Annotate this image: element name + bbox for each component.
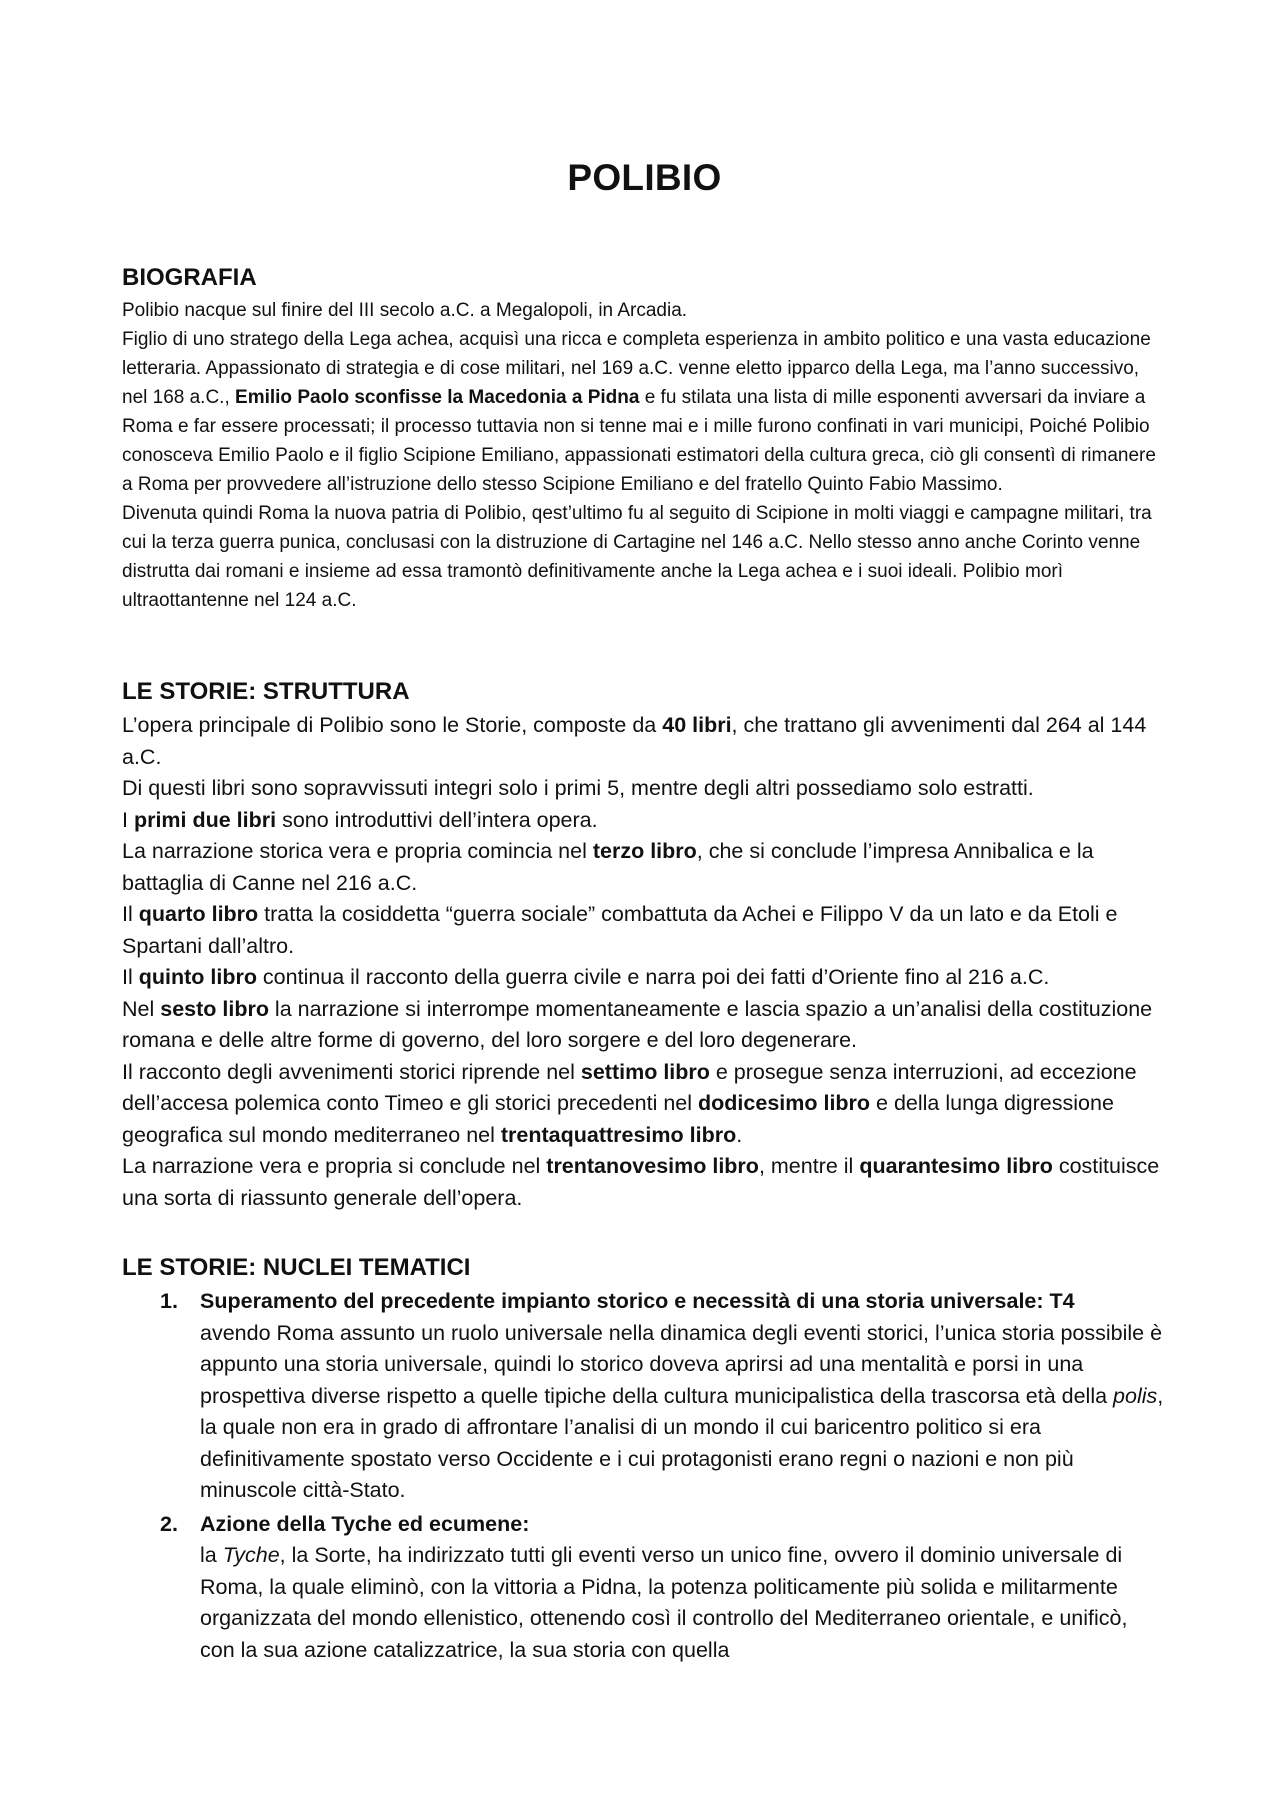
section-heading-nuclei: LE STORIE: NUCLEI TEMATICI [122, 1254, 471, 1281]
page-title: POLIBIO [567, 157, 722, 198]
paragraph: Figlio di uno stratego della Lega achea, acquisì una ricca e completa esperienza in ambito politico e una vasta educazione letteraria. Appassionato di strategia e di cose militari, nel 169 a.C. venne eletto ipparco della Lega, ma l’anno successivo, nel 168 a.C., Emilio Paolo sconfisse la Macedonia a Pidna e fu stilata una lista di mille esponenti avversari da inviare a Roma e far essere processati; il processo tuttavia non si tenne mai e i mille furono confinati in vari municipi, Poiché Polibio conosceva Emilio Paolo e il figlio Scipione Emiliano, appassionati estimatori della cultura greca, ciò gli consentì di rimanere a Roma per provvedere all’istruzione dello stesso Scipione Emiliano e del fratello Quinto Fabio Massimo. [122, 329, 1156, 495]
paragraph: Il racconto degli avvenimenti storici riprende nel settimo libro e prosegue senza interruzioni, ad eccezione dell’accesa polemica conto Timeo e gli storici precedenti nel dodicesimo libro e della lunga digressione geografica sul mondo mediterraneo nel trentaquattresimo libro. [122, 1059, 1137, 1147]
list-item-title: Superamento del precedente impianto storico e necessità di una storia universale: T4 [200, 1289, 1075, 1313]
list-item: 2. Azione della Tyche ed ecumene: la Tyche, la Sorte, ha indirizzato tutti gli eventi verso un unico fine, ovvero il dominio universale di Roma, la quale eliminò, con la vittoria a Pidna, la potenza politicamente più solida e militarmente organizzata del mondo ellenistico, ottenendo così il controllo del Mediterraneo orientale, e unificò, con la sua azione catalizzatrice, la sua storia con quella [122, 1509, 1167, 1667]
section-biografia [122, 262, 1167, 615]
paragraph: I primi due libri sono introduttivi dell’intera opera. [122, 807, 598, 832]
paragraph: Di questi libri sono sopravvissuti integri solo i primi 5, mentre degli altri possediamo solo estratti. [122, 776, 1034, 800]
paragraph: L’opera principale di Polibio sono le Storie, composte da 40 libri, che trattano gli avvenimenti dal 264 al 144 a.C. [122, 713, 1147, 769]
numbered-list [122, 1286, 1167, 1666]
section-heading-struttura: LE STORIE: STRUTTURA [122, 678, 410, 705]
paragraph: Il quarto libro tratta la cosiddetta “guerra sociale” combattuta da Achei e Filippo V da un lato e da Etoli e Spartani dall’altro. [122, 902, 1118, 958]
list-item: 1. Superamento del precedente impianto storico e necessità di una storia universale: T4 avendo Roma assunto un ruolo universale nella dinamica degli eventi storici, l’unica storia possibile è appunto una storia universale, quindi lo storico doveva aprirsi ad una mentalità e porsi in una prospettiva diverse rispetto a quelle tipiche della cultura municipalistica della trascorsa età della polis, la quale non era in grado di affrontare l’analisi di un mondo il cui baricentro politico si era definitivamente spostato verso Occidente e i cui protagonisti erano regni o nazioni e non più minuscole città-Stato. [122, 1286, 1167, 1507]
paragraph: Nel sesto libro la narrazione si interrompe momentaneamente e lascia spazio a un’analisi della costituzione romana e delle altre forme di governo, del loro sorgere e del loro degenerare. [122, 996, 1153, 1052]
section-nuclei-tematici [122, 1252, 1167, 1668]
paragraph: Polibio nacque sul finire del III secolo a.C. a Megalopoli, in Arcadia. [122, 300, 688, 321]
list-number: 2. [160, 1511, 178, 1536]
section-struttura [122, 676, 1167, 1214]
section-heading-biografia: BIOGRAFIA [122, 264, 257, 291]
list-number: 1. [160, 1289, 178, 1313]
paragraph: Divenuta quindi Roma la nuova patria di Polibio, qest’ultimo fu al seguito di Scipione in molti viaggi e campagne militari, tra cui la terza guerra punica, conclusasi con la distruzione di Cartagine nel 146 a.C. Nello stesso anno anche Corinto venne distrutta dai romani e insieme ad essa tramontò definitivamente anche la Lega achea e i suoi ideali. Polibio morì ultraottantenne nel 124 a.C. [122, 503, 1152, 611]
paragraph: La narrazione vera e propria si conclude nel trentanovesimo libro, mentre il quarantesimo libro costituisce una sorta di riassunto generale dell’opera. [122, 1154, 1160, 1210]
paragraph: La narrazione storica vera e propria comincia nel terzo libro, che si conclude l’impresa Annibalica e la battaglia di Canne nel 216 a.C. [122, 839, 1094, 895]
paragraph: Il quinto libro continua il racconto della guerra civile e narra poi dei fatti d’Oriente fino al 216 a.C. [122, 965, 1050, 989]
list-item-title: Azione della Tyche ed ecumene: [200, 1511, 530, 1536]
